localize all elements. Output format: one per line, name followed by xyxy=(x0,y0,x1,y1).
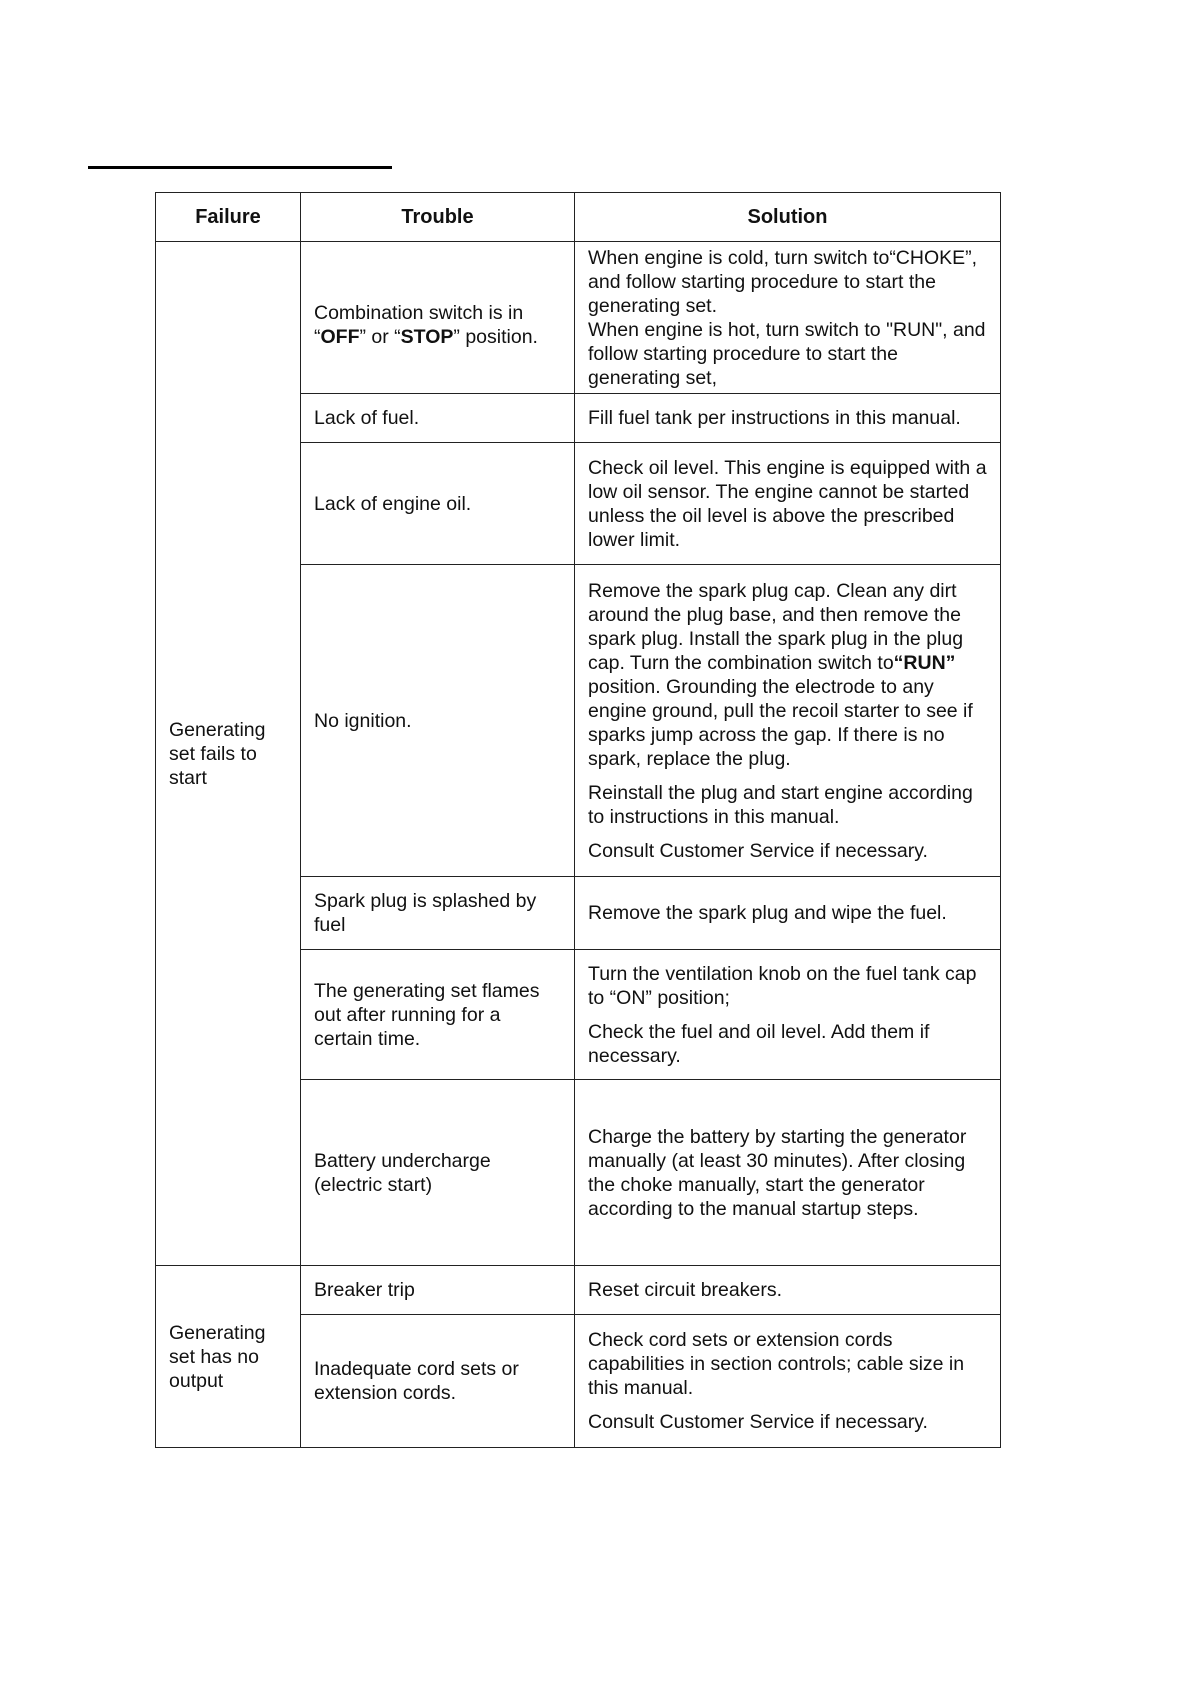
solution-cell: Check oil level. This engine is equipped with a low oil sensor. The engine cannot be started unless the oil level is above the prescribed lower limit. xyxy=(575,443,1001,565)
troubleshooting-table xyxy=(155,192,1001,1448)
header-failure: Failure xyxy=(156,193,301,242)
header-solution: Solution xyxy=(575,193,1001,242)
section-heading-rule xyxy=(88,166,392,169)
header-trouble: Trouble xyxy=(301,193,575,242)
solution-cell: Check cord sets or extension cords capabilities in section controls; cable size in this manual. Consult Customer Service if necessary. xyxy=(575,1315,1001,1448)
trouble-cell: Inadequate cord sets or extension cords. xyxy=(301,1315,575,1448)
trouble-cell: Lack of fuel. xyxy=(301,394,575,443)
table-row xyxy=(156,242,1001,394)
solution-cell: Remove the spark plug cap. Clean any dirt around the plug base, and then remove the spark plug. Install the spark plug in the plug cap. Turn the combination switch to“RUN” position. Grounding the electrode to any engine ground, pull the recoil starter to see if sparks jump across the gap. If there is no spark, replace the plug. Reinstall the plug and start engine according to instructions in this manual. Consult Customer Service if necessary. xyxy=(575,565,1001,877)
trouble-cell: Spark plug is splashed by fuel xyxy=(301,877,575,950)
trouble-cell: No ignition. xyxy=(301,565,575,877)
trouble-cell: Battery undercharge (electric start) xyxy=(301,1080,575,1266)
trouble-cell: Breaker trip xyxy=(301,1266,575,1315)
solution-cell: Remove the spark plug and wipe the fuel. xyxy=(575,877,1001,950)
failure-cell: Generating set has no output xyxy=(156,1266,301,1448)
solution-cell: Charge the battery by starting the generator manually (at least 30 minutes). After closing the choke manually, start the generator according to the manual startup steps. xyxy=(575,1080,1001,1266)
trouble-cell: The generating set flames out after running for a certain time. xyxy=(301,950,575,1080)
solution-cell: Fill fuel tank per instructions in this manual. xyxy=(575,394,1001,443)
solution-cell: Turn the ventilation knob on the fuel tank cap to “ON” position; Check the fuel and oil level. Add them if necessary. xyxy=(575,950,1001,1080)
trouble-cell: Lack of engine oil. xyxy=(301,443,575,565)
failure-cell: Generating set fails to start xyxy=(156,242,301,1266)
table-header-row xyxy=(156,193,1001,242)
table-row xyxy=(156,1266,1001,1315)
troubleshooting-table-container xyxy=(155,192,1000,1448)
solution-cell: Reset circuit breakers. xyxy=(575,1266,1001,1315)
solution-cell: When engine is cold, turn switch to“CHOKE”, and follow starting procedure to start the generating set. When engine is hot, turn switch to "RUN", and follow starting procedure to start the generating set, xyxy=(575,242,1001,394)
trouble-cell: Combination switch is in “OFF” or “STOP” position. xyxy=(301,242,575,394)
